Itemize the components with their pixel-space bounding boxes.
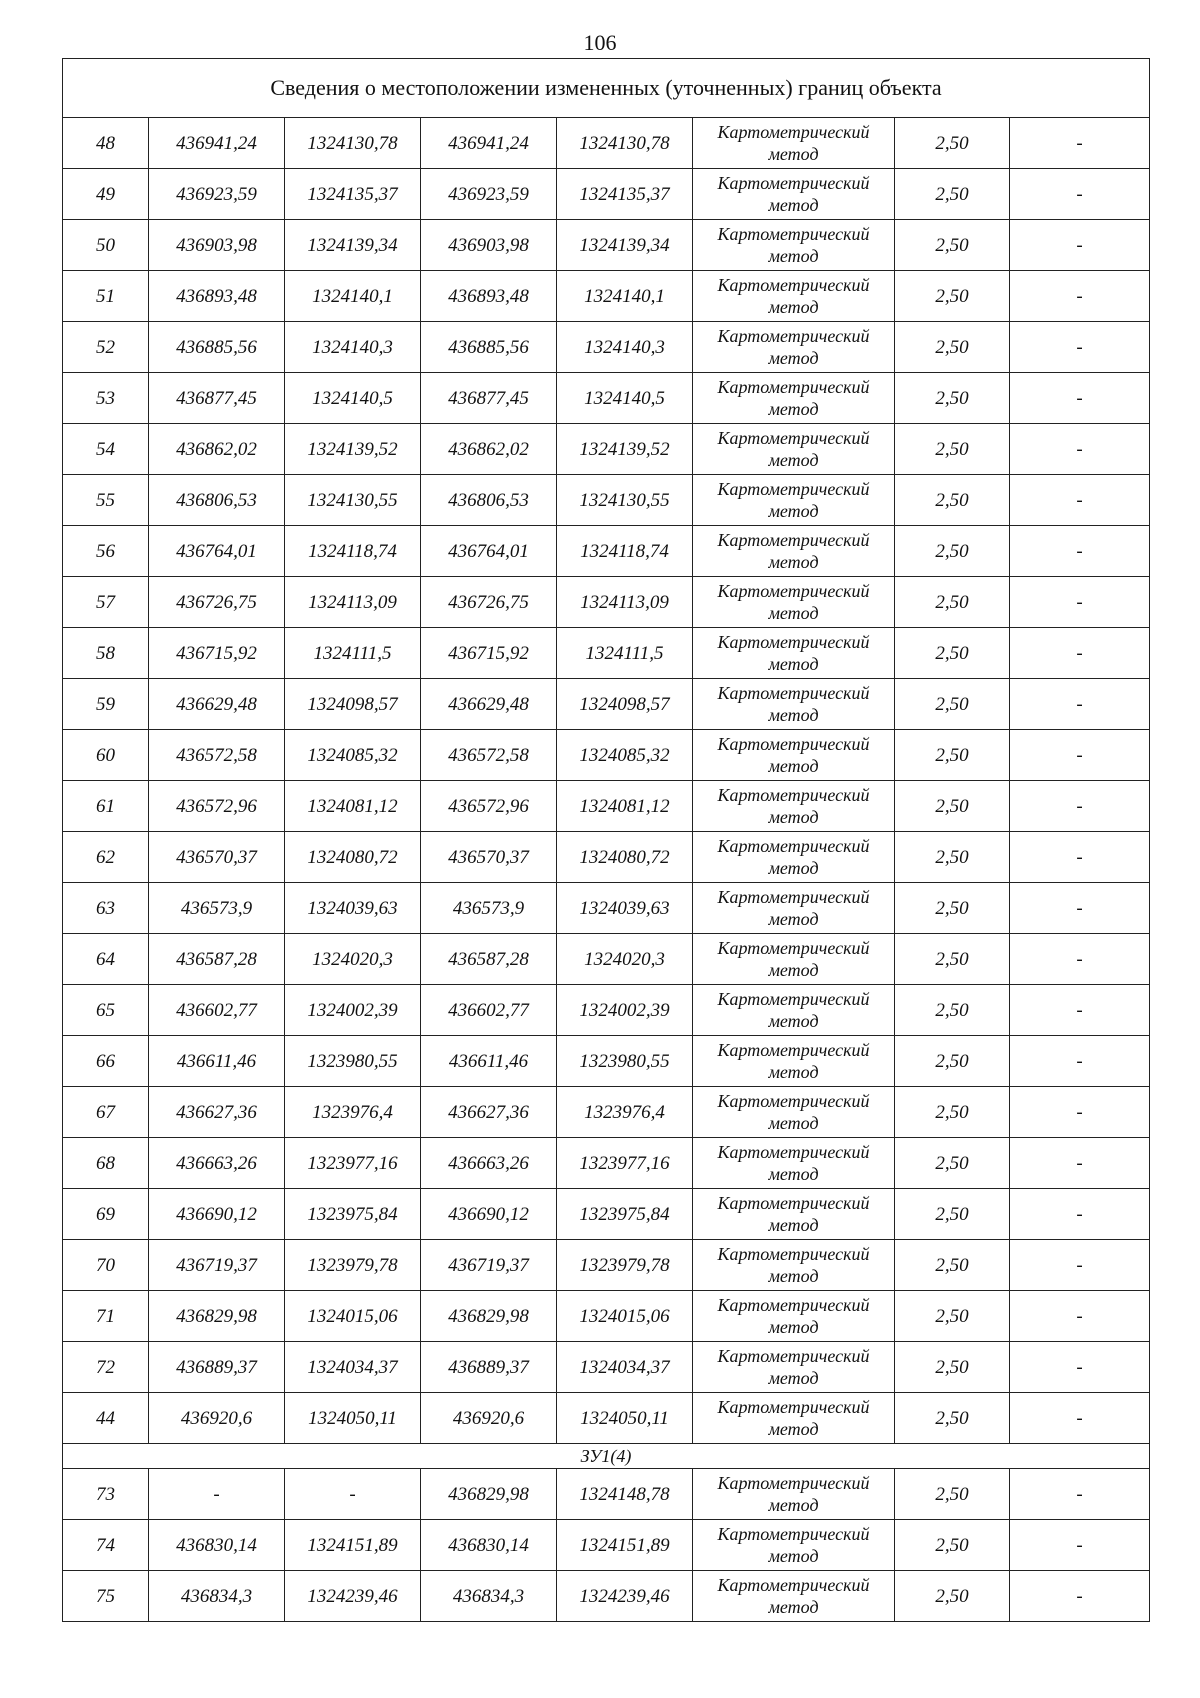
y-old-cell: 1324139,34 [285, 220, 421, 271]
y-old-cell: 1324111,5 [285, 628, 421, 679]
x-old-cell: 436572,96 [149, 781, 285, 832]
point-number-cell: 52 [63, 322, 149, 373]
table-body [63, 59, 1150, 1622]
description-cell: - [1010, 169, 1150, 220]
method-cell: Картометрический метод [693, 628, 895, 679]
accuracy-cell: 2,50 [895, 781, 1010, 832]
method-cell: Картометрический метод [693, 1571, 895, 1622]
description-cell: - [1010, 526, 1150, 577]
y-new-cell: 1324081,12 [557, 781, 693, 832]
x-old-cell: 436572,58 [149, 730, 285, 781]
method-cell: Картометрический метод [693, 475, 895, 526]
description-cell: - [1010, 1291, 1150, 1342]
y-old-cell: 1324140,3 [285, 322, 421, 373]
point-number-cell: 74 [63, 1520, 149, 1571]
table-row [63, 271, 1150, 322]
description-cell: - [1010, 1138, 1150, 1189]
x-new-cell: 436764,01 [421, 526, 557, 577]
y-old-cell: 1324139,52 [285, 424, 421, 475]
y-old-cell: 1324002,39 [285, 985, 421, 1036]
method-cell: Картометрический метод [693, 169, 895, 220]
accuracy-cell: 2,50 [895, 475, 1010, 526]
method-cell: Картометрический метод [693, 1469, 895, 1520]
description-cell: - [1010, 1393, 1150, 1444]
accuracy-cell: 2,50 [895, 322, 1010, 373]
description-cell: - [1010, 1189, 1150, 1240]
x-old-cell: 436602,77 [149, 985, 285, 1036]
x-new-cell: 436830,14 [421, 1520, 557, 1571]
description-cell: - [1010, 781, 1150, 832]
point-number-cell: 56 [63, 526, 149, 577]
y-old-cell: 1324130,78 [285, 118, 421, 169]
method-cell: Картометрический метод [693, 1189, 895, 1240]
description-cell: - [1010, 730, 1150, 781]
y-old-cell: 1324085,32 [285, 730, 421, 781]
x-old-cell: 436806,53 [149, 475, 285, 526]
table-row [63, 832, 1150, 883]
x-old-cell: 436920,6 [149, 1393, 285, 1444]
y-old-cell: 1323976,4 [285, 1087, 421, 1138]
y-new-cell: 1324085,32 [557, 730, 693, 781]
y-new-cell: 1324015,06 [557, 1291, 693, 1342]
x-new-cell: 436573,9 [421, 883, 557, 934]
table-row [63, 985, 1150, 1036]
y-old-cell: 1324135,37 [285, 169, 421, 220]
table-row [63, 526, 1150, 577]
x-old-cell: 436726,75 [149, 577, 285, 628]
x-new-cell: 436587,28 [421, 934, 557, 985]
point-number-cell: 49 [63, 169, 149, 220]
description-cell: - [1010, 985, 1150, 1036]
x-new-cell: 436629,48 [421, 679, 557, 730]
table-row [63, 1342, 1150, 1393]
method-cell: Картометрический метод [693, 1393, 895, 1444]
x-old-cell: 436715,92 [149, 628, 285, 679]
point-number-cell: 61 [63, 781, 149, 832]
table-row [63, 1240, 1150, 1291]
description-cell: - [1010, 934, 1150, 985]
point-number-cell: 51 [63, 271, 149, 322]
accuracy-cell: 2,50 [895, 373, 1010, 424]
method-cell: Картометрический метод [693, 934, 895, 985]
method-cell: Картометрический метод [693, 424, 895, 475]
method-cell: Картометрический метод [693, 1036, 895, 1087]
y-old-cell: 1324130,55 [285, 475, 421, 526]
description-cell: - [1010, 220, 1150, 271]
point-number-cell: 50 [63, 220, 149, 271]
table-row [63, 1291, 1150, 1342]
table-row [63, 322, 1150, 373]
point-number-cell: 60 [63, 730, 149, 781]
table-row [63, 781, 1150, 832]
point-number-cell: 48 [63, 118, 149, 169]
accuracy-cell: 2,50 [895, 883, 1010, 934]
description-cell: - [1010, 475, 1150, 526]
y-old-cell: 1324039,63 [285, 883, 421, 934]
x-old-cell: 436573,9 [149, 883, 285, 934]
method-cell: Картометрический метод [693, 220, 895, 271]
point-number-cell: 75 [63, 1571, 149, 1622]
table-row [63, 934, 1150, 985]
table-row [63, 373, 1150, 424]
x-old-cell: 436690,12 [149, 1189, 285, 1240]
accuracy-cell: 2,50 [895, 220, 1010, 271]
x-old-cell: 436923,59 [149, 169, 285, 220]
x-new-cell: 436572,96 [421, 781, 557, 832]
y-new-cell: 1324118,74 [557, 526, 693, 577]
y-new-cell: 1324002,39 [557, 985, 693, 1036]
description-cell: - [1010, 1240, 1150, 1291]
y-new-cell: 1323979,78 [557, 1240, 693, 1291]
point-number-cell: 72 [63, 1342, 149, 1393]
accuracy-cell: 2,50 [895, 628, 1010, 679]
point-number-cell: 63 [63, 883, 149, 934]
accuracy-cell: 2,50 [895, 934, 1010, 985]
accuracy-cell: 2,50 [895, 118, 1010, 169]
x-new-cell: 436715,92 [421, 628, 557, 679]
x-new-cell: 436570,37 [421, 832, 557, 883]
x-new-cell: 436941,24 [421, 118, 557, 169]
x-new-cell: 436602,77 [421, 985, 557, 1036]
y-old-cell: 1324140,1 [285, 271, 421, 322]
y-new-cell: 1323976,4 [557, 1087, 693, 1138]
x-new-cell: 436572,58 [421, 730, 557, 781]
y-new-cell: 1323977,16 [557, 1138, 693, 1189]
y-old-cell: - [285, 1469, 421, 1520]
table-row [63, 1469, 1150, 1520]
method-cell: Картометрический метод [693, 322, 895, 373]
table-row [63, 1138, 1150, 1189]
table-row [63, 679, 1150, 730]
y-old-cell: 1324020,3 [285, 934, 421, 985]
description-cell: - [1010, 424, 1150, 475]
y-old-cell: 1324113,09 [285, 577, 421, 628]
x-old-cell: 436893,48 [149, 271, 285, 322]
x-new-cell: 436611,46 [421, 1036, 557, 1087]
y-new-cell: 1324135,37 [557, 169, 693, 220]
description-cell: - [1010, 1036, 1150, 1087]
description-cell: - [1010, 883, 1150, 934]
x-new-cell: 436893,48 [421, 271, 557, 322]
y-old-cell: 1324151,89 [285, 1520, 421, 1571]
table-row [63, 424, 1150, 475]
table-title: Сведения о местоположении измененных (уточненных) границ объекта [63, 59, 1150, 118]
boundary-coordinates-table [62, 58, 1150, 1622]
accuracy-cell: 2,50 [895, 577, 1010, 628]
method-cell: Картометрический метод [693, 679, 895, 730]
accuracy-cell: 2,50 [895, 1036, 1010, 1087]
y-new-cell: 1324140,3 [557, 322, 693, 373]
y-old-cell: 1324081,12 [285, 781, 421, 832]
description-cell: - [1010, 1520, 1150, 1571]
description-cell: - [1010, 832, 1150, 883]
description-cell: - [1010, 1469, 1150, 1520]
x-new-cell: 436834,3 [421, 1571, 557, 1622]
x-new-cell: 436889,37 [421, 1342, 557, 1393]
table-row [63, 169, 1150, 220]
method-cell: Картометрический метод [693, 1087, 895, 1138]
accuracy-cell: 2,50 [895, 169, 1010, 220]
y-new-cell: 1324139,52 [557, 424, 693, 475]
y-new-cell: 1324130,78 [557, 118, 693, 169]
method-cell: Картометрический метод [693, 730, 895, 781]
y-new-cell: 1324039,63 [557, 883, 693, 934]
y-new-cell: 1324098,57 [557, 679, 693, 730]
y-old-cell: 1324098,57 [285, 679, 421, 730]
y-old-cell: 1324140,5 [285, 373, 421, 424]
method-cell: Картометрический метод [693, 1291, 895, 1342]
table-row [63, 118, 1150, 169]
description-cell: - [1010, 1571, 1150, 1622]
accuracy-cell: 2,50 [895, 679, 1010, 730]
description-cell: - [1010, 118, 1150, 169]
method-cell: Картометрический метод [693, 985, 895, 1036]
x-new-cell: 436862,02 [421, 424, 557, 475]
y-new-cell: 1324080,72 [557, 832, 693, 883]
x-new-cell: 436829,98 [421, 1291, 557, 1342]
method-cell: Картометрический метод [693, 118, 895, 169]
accuracy-cell: 2,50 [895, 1520, 1010, 1571]
accuracy-cell: 2,50 [895, 1393, 1010, 1444]
y-old-cell: 1323977,16 [285, 1138, 421, 1189]
accuracy-cell: 2,50 [895, 985, 1010, 1036]
method-cell: Картометрический метод [693, 526, 895, 577]
accuracy-cell: 2,50 [895, 424, 1010, 475]
x-old-cell: 436663,26 [149, 1138, 285, 1189]
y-new-cell: 1324140,1 [557, 271, 693, 322]
method-cell: Картометрический метод [693, 577, 895, 628]
table-row [63, 1571, 1150, 1622]
y-new-cell: 1324111,5 [557, 628, 693, 679]
x-old-cell: 436885,56 [149, 322, 285, 373]
accuracy-cell: 2,50 [895, 832, 1010, 883]
x-old-cell: 436834,3 [149, 1571, 285, 1622]
table-row [63, 577, 1150, 628]
accuracy-cell: 2,50 [895, 526, 1010, 577]
x-old-cell: 436570,37 [149, 832, 285, 883]
point-number-cell: 71 [63, 1291, 149, 1342]
y-new-cell: 1324239,46 [557, 1571, 693, 1622]
method-cell: Картометрический метод [693, 1342, 895, 1393]
x-new-cell: 436663,26 [421, 1138, 557, 1189]
point-number-cell: 55 [63, 475, 149, 526]
table-row [63, 1393, 1150, 1444]
y-old-cell: 1324050,11 [285, 1393, 421, 1444]
point-number-cell: 58 [63, 628, 149, 679]
method-cell: Картометрический метод [693, 271, 895, 322]
description-cell: - [1010, 628, 1150, 679]
accuracy-cell: 2,50 [895, 271, 1010, 322]
point-number-cell: 70 [63, 1240, 149, 1291]
y-new-cell: 1324050,11 [557, 1393, 693, 1444]
y-old-cell: 1324034,37 [285, 1342, 421, 1393]
y-old-cell: 1324118,74 [285, 526, 421, 577]
point-number-cell: 68 [63, 1138, 149, 1189]
y-old-cell: 1324015,06 [285, 1291, 421, 1342]
accuracy-cell: 2,50 [895, 730, 1010, 781]
y-new-cell: 1323980,55 [557, 1036, 693, 1087]
table-row [63, 1036, 1150, 1087]
y-old-cell: 1323979,78 [285, 1240, 421, 1291]
accuracy-cell: 2,50 [895, 1087, 1010, 1138]
description-cell: - [1010, 1087, 1150, 1138]
x-old-cell: 436764,01 [149, 526, 285, 577]
method-cell: Картометрический метод [693, 832, 895, 883]
x-new-cell: 436627,36 [421, 1087, 557, 1138]
table-row [63, 475, 1150, 526]
x-new-cell: 436923,59 [421, 169, 557, 220]
table-row [63, 1189, 1150, 1240]
table-row [63, 883, 1150, 934]
point-number-cell: 57 [63, 577, 149, 628]
x-new-cell: 436920,6 [421, 1393, 557, 1444]
x-old-cell: 436829,98 [149, 1291, 285, 1342]
x-old-cell: 436877,45 [149, 373, 285, 424]
y-old-cell: 1323980,55 [285, 1036, 421, 1087]
accuracy-cell: 2,50 [895, 1240, 1010, 1291]
description-cell: - [1010, 1342, 1150, 1393]
accuracy-cell: 2,50 [895, 1291, 1010, 1342]
table-title-row [63, 59, 1150, 118]
description-cell: - [1010, 577, 1150, 628]
table-row [63, 220, 1150, 271]
method-cell: Картометрический метод [693, 1138, 895, 1189]
method-cell: Картометрический метод [693, 373, 895, 424]
y-new-cell: 1323975,84 [557, 1189, 693, 1240]
x-old-cell: 436629,48 [149, 679, 285, 730]
x-new-cell: 436690,12 [421, 1189, 557, 1240]
y-new-cell: 1324148,78 [557, 1469, 693, 1520]
method-cell: Картометрический метод [693, 1240, 895, 1291]
table-row [63, 730, 1150, 781]
point-number-cell: 59 [63, 679, 149, 730]
y-new-cell: 1324113,09 [557, 577, 693, 628]
x-old-cell: 436941,24 [149, 118, 285, 169]
x-old-cell: - [149, 1469, 285, 1520]
description-cell: - [1010, 679, 1150, 730]
x-old-cell: 436587,28 [149, 934, 285, 985]
y-old-cell: 1324080,72 [285, 832, 421, 883]
table-row [63, 1087, 1150, 1138]
y-new-cell: 1324020,3 [557, 934, 693, 985]
method-cell: Картометрический метод [693, 1520, 895, 1571]
x-old-cell: 436862,02 [149, 424, 285, 475]
x-old-cell: 436903,98 [149, 220, 285, 271]
x-new-cell: 436829,98 [421, 1469, 557, 1520]
x-new-cell: 436726,75 [421, 577, 557, 628]
y-old-cell: 1323975,84 [285, 1189, 421, 1240]
point-number-cell: 53 [63, 373, 149, 424]
y-new-cell: 1324140,5 [557, 373, 693, 424]
x-new-cell: 436719,37 [421, 1240, 557, 1291]
point-number-cell: 44 [63, 1393, 149, 1444]
y-new-cell: 1324130,55 [557, 475, 693, 526]
y-new-cell: 1324139,34 [557, 220, 693, 271]
description-cell: - [1010, 322, 1150, 373]
accuracy-cell: 2,50 [895, 1138, 1010, 1189]
table-row [63, 628, 1150, 679]
y-old-cell: 1324239,46 [285, 1571, 421, 1622]
x-old-cell: 436830,14 [149, 1520, 285, 1571]
point-number-cell: 73 [63, 1469, 149, 1520]
x-new-cell: 436877,45 [421, 373, 557, 424]
accuracy-cell: 2,50 [895, 1342, 1010, 1393]
x-new-cell: 436885,56 [421, 322, 557, 373]
accuracy-cell: 2,50 [895, 1571, 1010, 1622]
description-cell: - [1010, 373, 1150, 424]
accuracy-cell: 2,50 [895, 1189, 1010, 1240]
accuracy-cell: 2,50 [895, 1469, 1010, 1520]
x-old-cell: 436889,37 [149, 1342, 285, 1393]
point-number-cell: 66 [63, 1036, 149, 1087]
table-row [63, 1520, 1150, 1571]
point-number-cell: 64 [63, 934, 149, 985]
x-old-cell: 436627,36 [149, 1087, 285, 1138]
page-number: 106 [583, 30, 617, 55]
point-number-cell: 67 [63, 1087, 149, 1138]
x-new-cell: 436903,98 [421, 220, 557, 271]
point-number-cell: 54 [63, 424, 149, 475]
description-cell: - [1010, 271, 1150, 322]
point-number-cell: 62 [63, 832, 149, 883]
y-new-cell: 1324151,89 [557, 1520, 693, 1571]
section-row [63, 1444, 1150, 1469]
point-number-cell: 69 [63, 1189, 149, 1240]
method-cell: Картометрический метод [693, 883, 895, 934]
x-old-cell: 436719,37 [149, 1240, 285, 1291]
method-cell: Картометрический метод [693, 781, 895, 832]
y-new-cell: 1324034,37 [557, 1342, 693, 1393]
x-old-cell: 436611,46 [149, 1036, 285, 1087]
x-new-cell: 436806,53 [421, 475, 557, 526]
section-label: ЗУ1(4) [63, 1444, 1150, 1469]
point-number-cell: 65 [63, 985, 149, 1036]
